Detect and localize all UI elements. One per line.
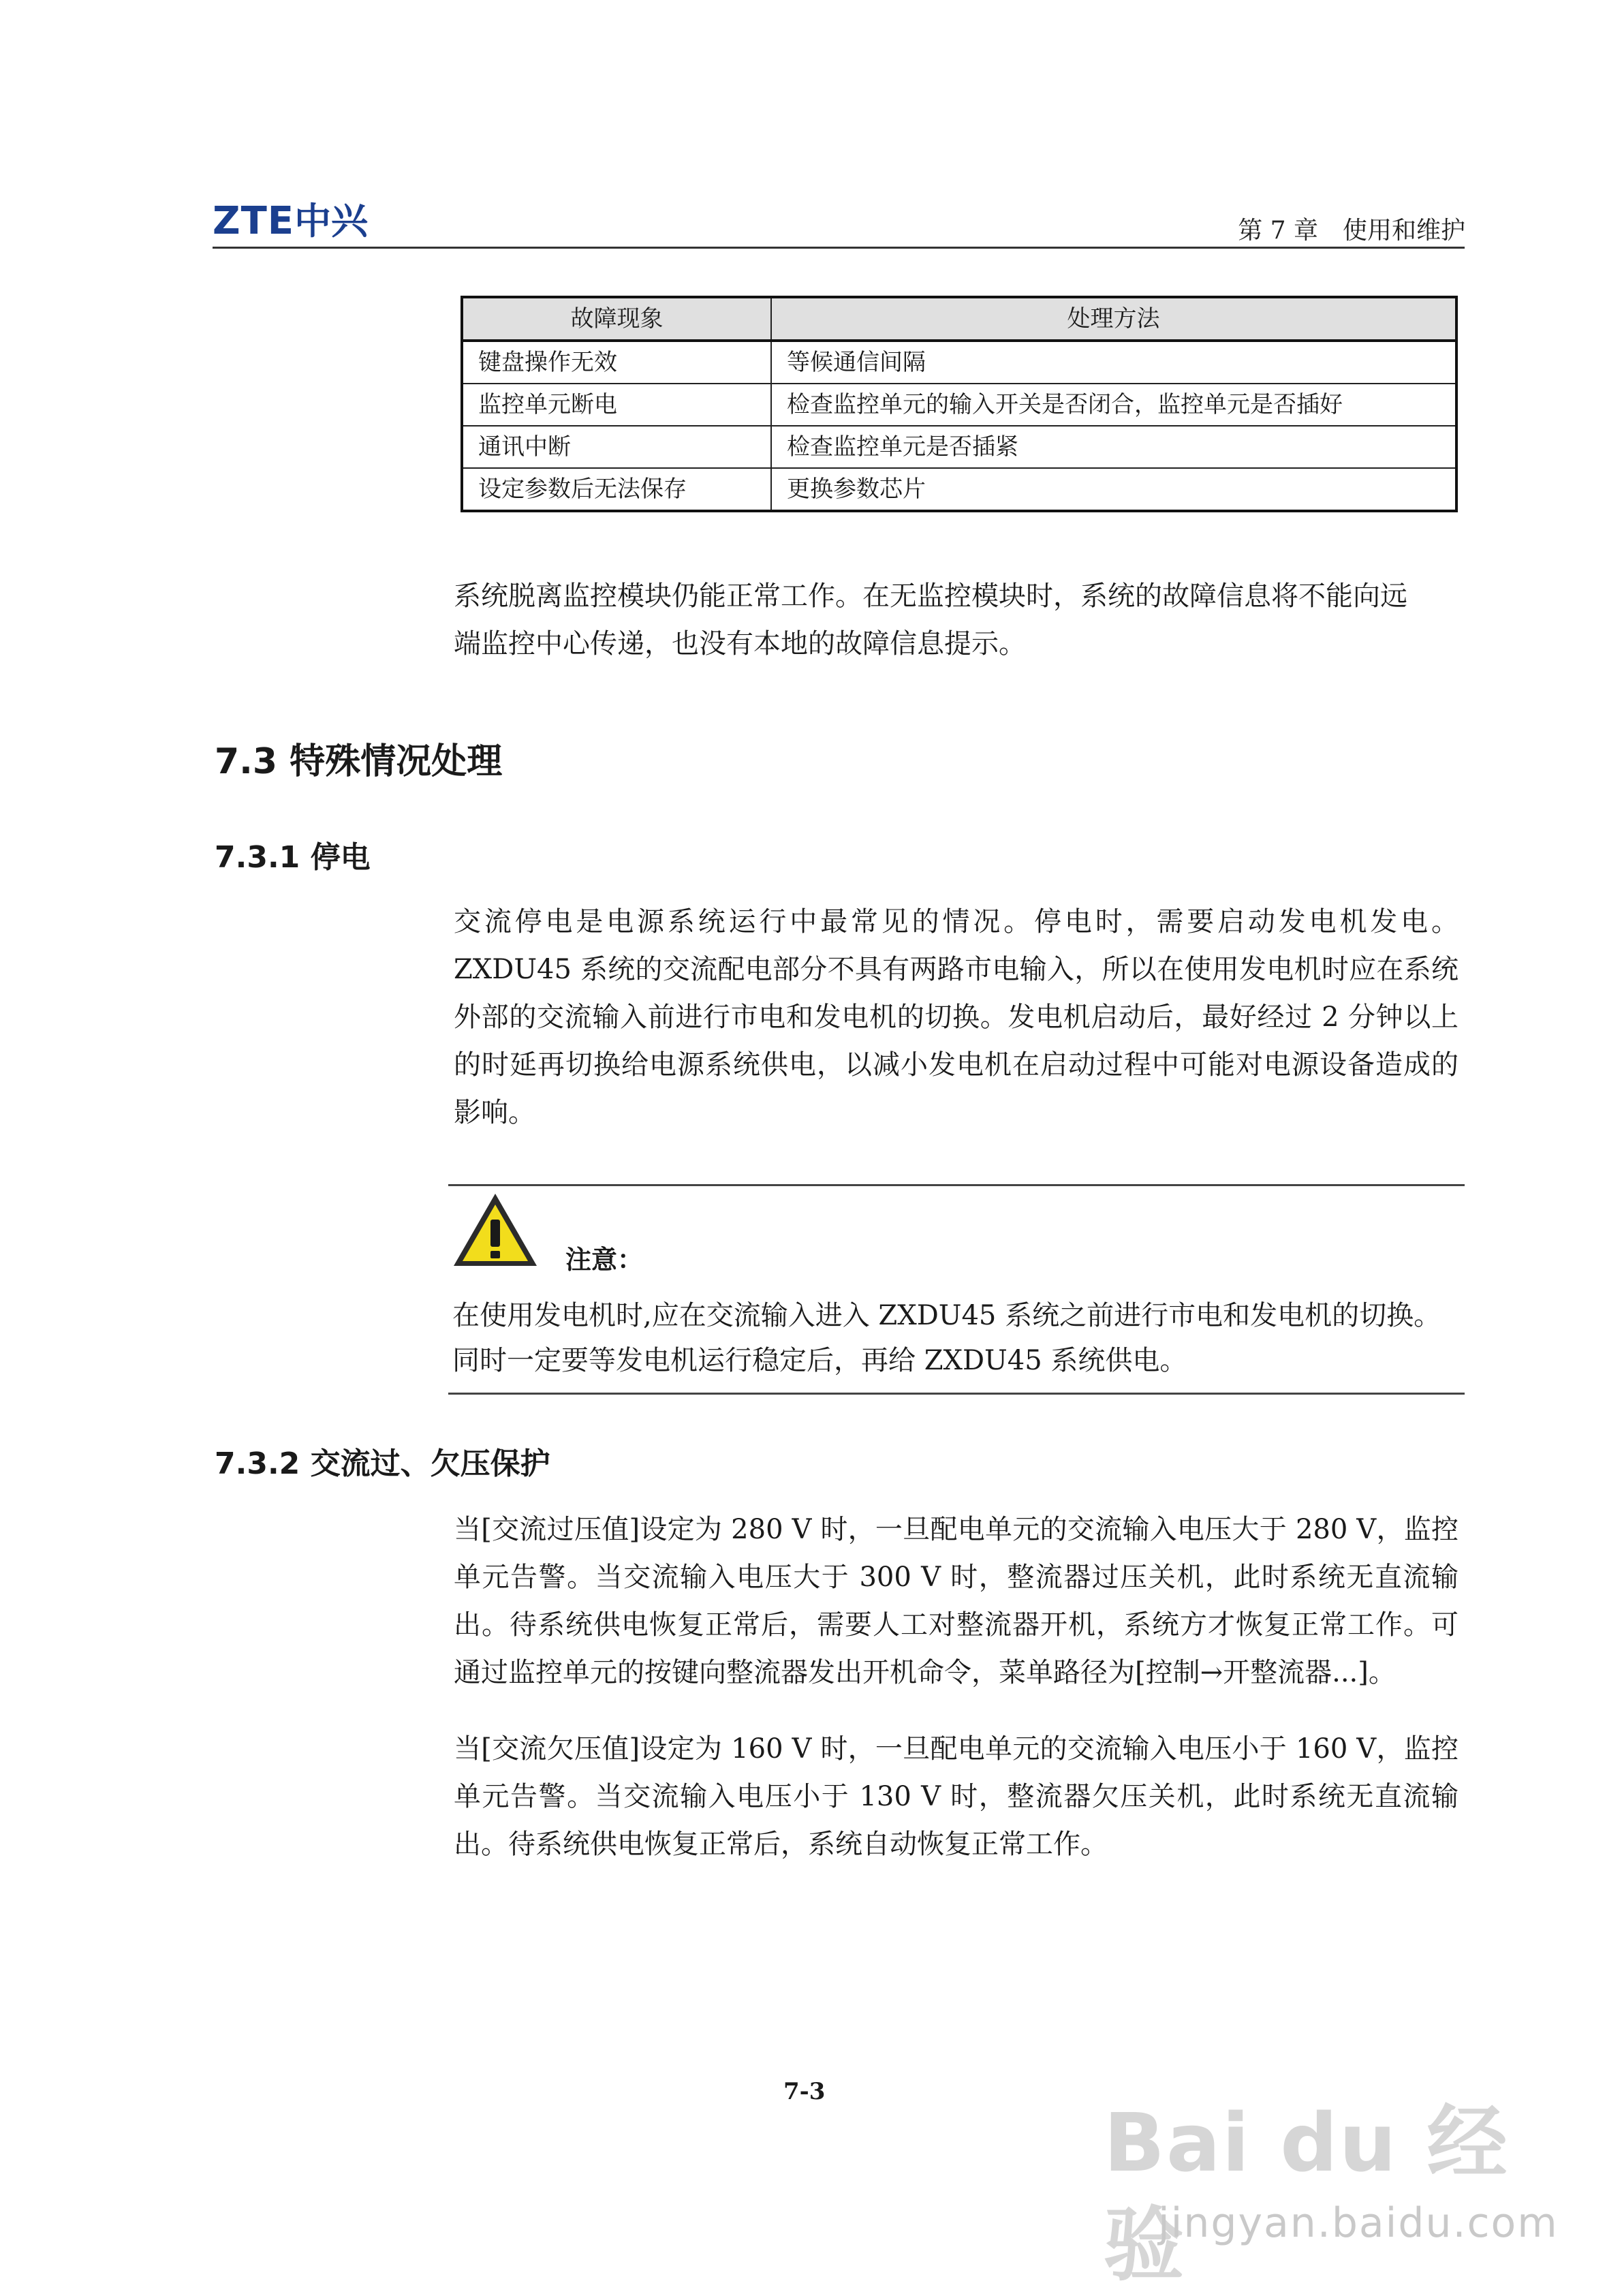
table-cell: 检查监控单元是否插紧 — [771, 426, 1456, 468]
note-line: 同时一定要等发电机运行稳定后，再给 ZXDU45 系统供电。 — [452, 1345, 1187, 1376]
table-row — [462, 384, 1456, 426]
table-cell: 监控单元断电 — [462, 384, 771, 426]
paragraph-line: 端监控中心传递，也没有本地的故障信息提示。 — [454, 628, 1026, 660]
table-cell: 键盘操作无效 — [462, 341, 771, 384]
fault-table — [461, 296, 1458, 512]
page-number: 7-3 — [783, 2078, 826, 2105]
note-text — [452, 1293, 1467, 1383]
logo-chinese: 中兴 — [294, 200, 369, 243]
table-cell: 更换参数芯片 — [771, 468, 1456, 511]
table-cell: 等候通信间隔 — [771, 341, 1456, 384]
table-row — [462, 468, 1456, 511]
paragraph-overvoltage: 当[交流过压值]设定为 280 V 时，一旦配电单元的交流输入电压大于 280 V，监控单元告警。当交流输入电压大于 300 V 时，整流器过压关机，此时系统无直流输出。待系统供电恢复正常后，需要人工对整流器开机，系统方才恢复正常工作。可通过监控单元的按键向整流器发出开机命令，菜单路径为[控制→开整流器...]。 — [454, 1514, 1459, 1688]
table-cell: 设定参数后无法保存 — [462, 468, 771, 511]
paragraph-line: 系统脱离监控模块仍能正常工作。在无监控模块时，系统的故障信息将不能向远 — [454, 580, 1407, 612]
table-cell: 检查监控单元的输入开关是否闭合，监控单元是否插好 — [771, 384, 1456, 426]
chapter-title: 第 7 章 使用和维护 — [1238, 217, 1465, 245]
table-header-cell: 故障现象 — [462, 297, 771, 341]
warning-icon — [451, 1191, 540, 1269]
paragraph-outage: 交流停电是电源系统运行中最常见的情况。停电时，需要启动发电机发电。ZXDU45 系统的交流配电部分不具有两路市电输入，所以在使用发电机时应在系统外部的交流输入前进行市电和发电机的切换。发电机启动后，最好经过 2 分钟以上的时延再切换给电源系统供电，以减小发电机在启动过程中可能对电源设备造成的影响。 — [454, 906, 1459, 1128]
note-label: 注意： — [565, 1245, 644, 1275]
table-header-cell: 处理方法 — [771, 297, 1456, 341]
paragraph-monitor — [454, 572, 1459, 668]
logo-latin: ZTE — [213, 199, 295, 243]
note-line: 在使用发电机时,应在交流输入进入 ZXDU45 系统之前进行市电和发电机的切换。 — [452, 1300, 1441, 1331]
zte-logo — [213, 192, 368, 241]
baidu-watermark-logo: Bai du 经验 — [1104, 2096, 1509, 2292]
table-cell: 通讯中断 — [462, 426, 771, 468]
header-divider — [213, 247, 1465, 249]
baidu-watermark-url: jingyan.baidu.com — [1158, 2199, 1559, 2247]
heading-7-3-2: 7.3.2 交流过、欠压保护 — [215, 1446, 550, 1481]
note-bottom-rule — [448, 1393, 1465, 1395]
table-row — [462, 341, 1456, 384]
heading-7-3-1: 7.3.1 停电 — [215, 840, 371, 875]
note-top-rule — [448, 1184, 1465, 1186]
paragraph-undervoltage: 当[交流欠压值]设定为 160 V 时，一旦配电单元的交流输入电压小于 160 V，监控单元告警。当交流输入电压小于 130 V 时，整流器欠压关机，此时系统无直流输出。待系统供电恢复正常后，系统自动恢复正常工作。 — [454, 1733, 1459, 1860]
table-row — [462, 426, 1456, 468]
table-header-row — [462, 297, 1456, 341]
heading-7-3: 7.3 特殊情况处理 — [215, 741, 503, 782]
